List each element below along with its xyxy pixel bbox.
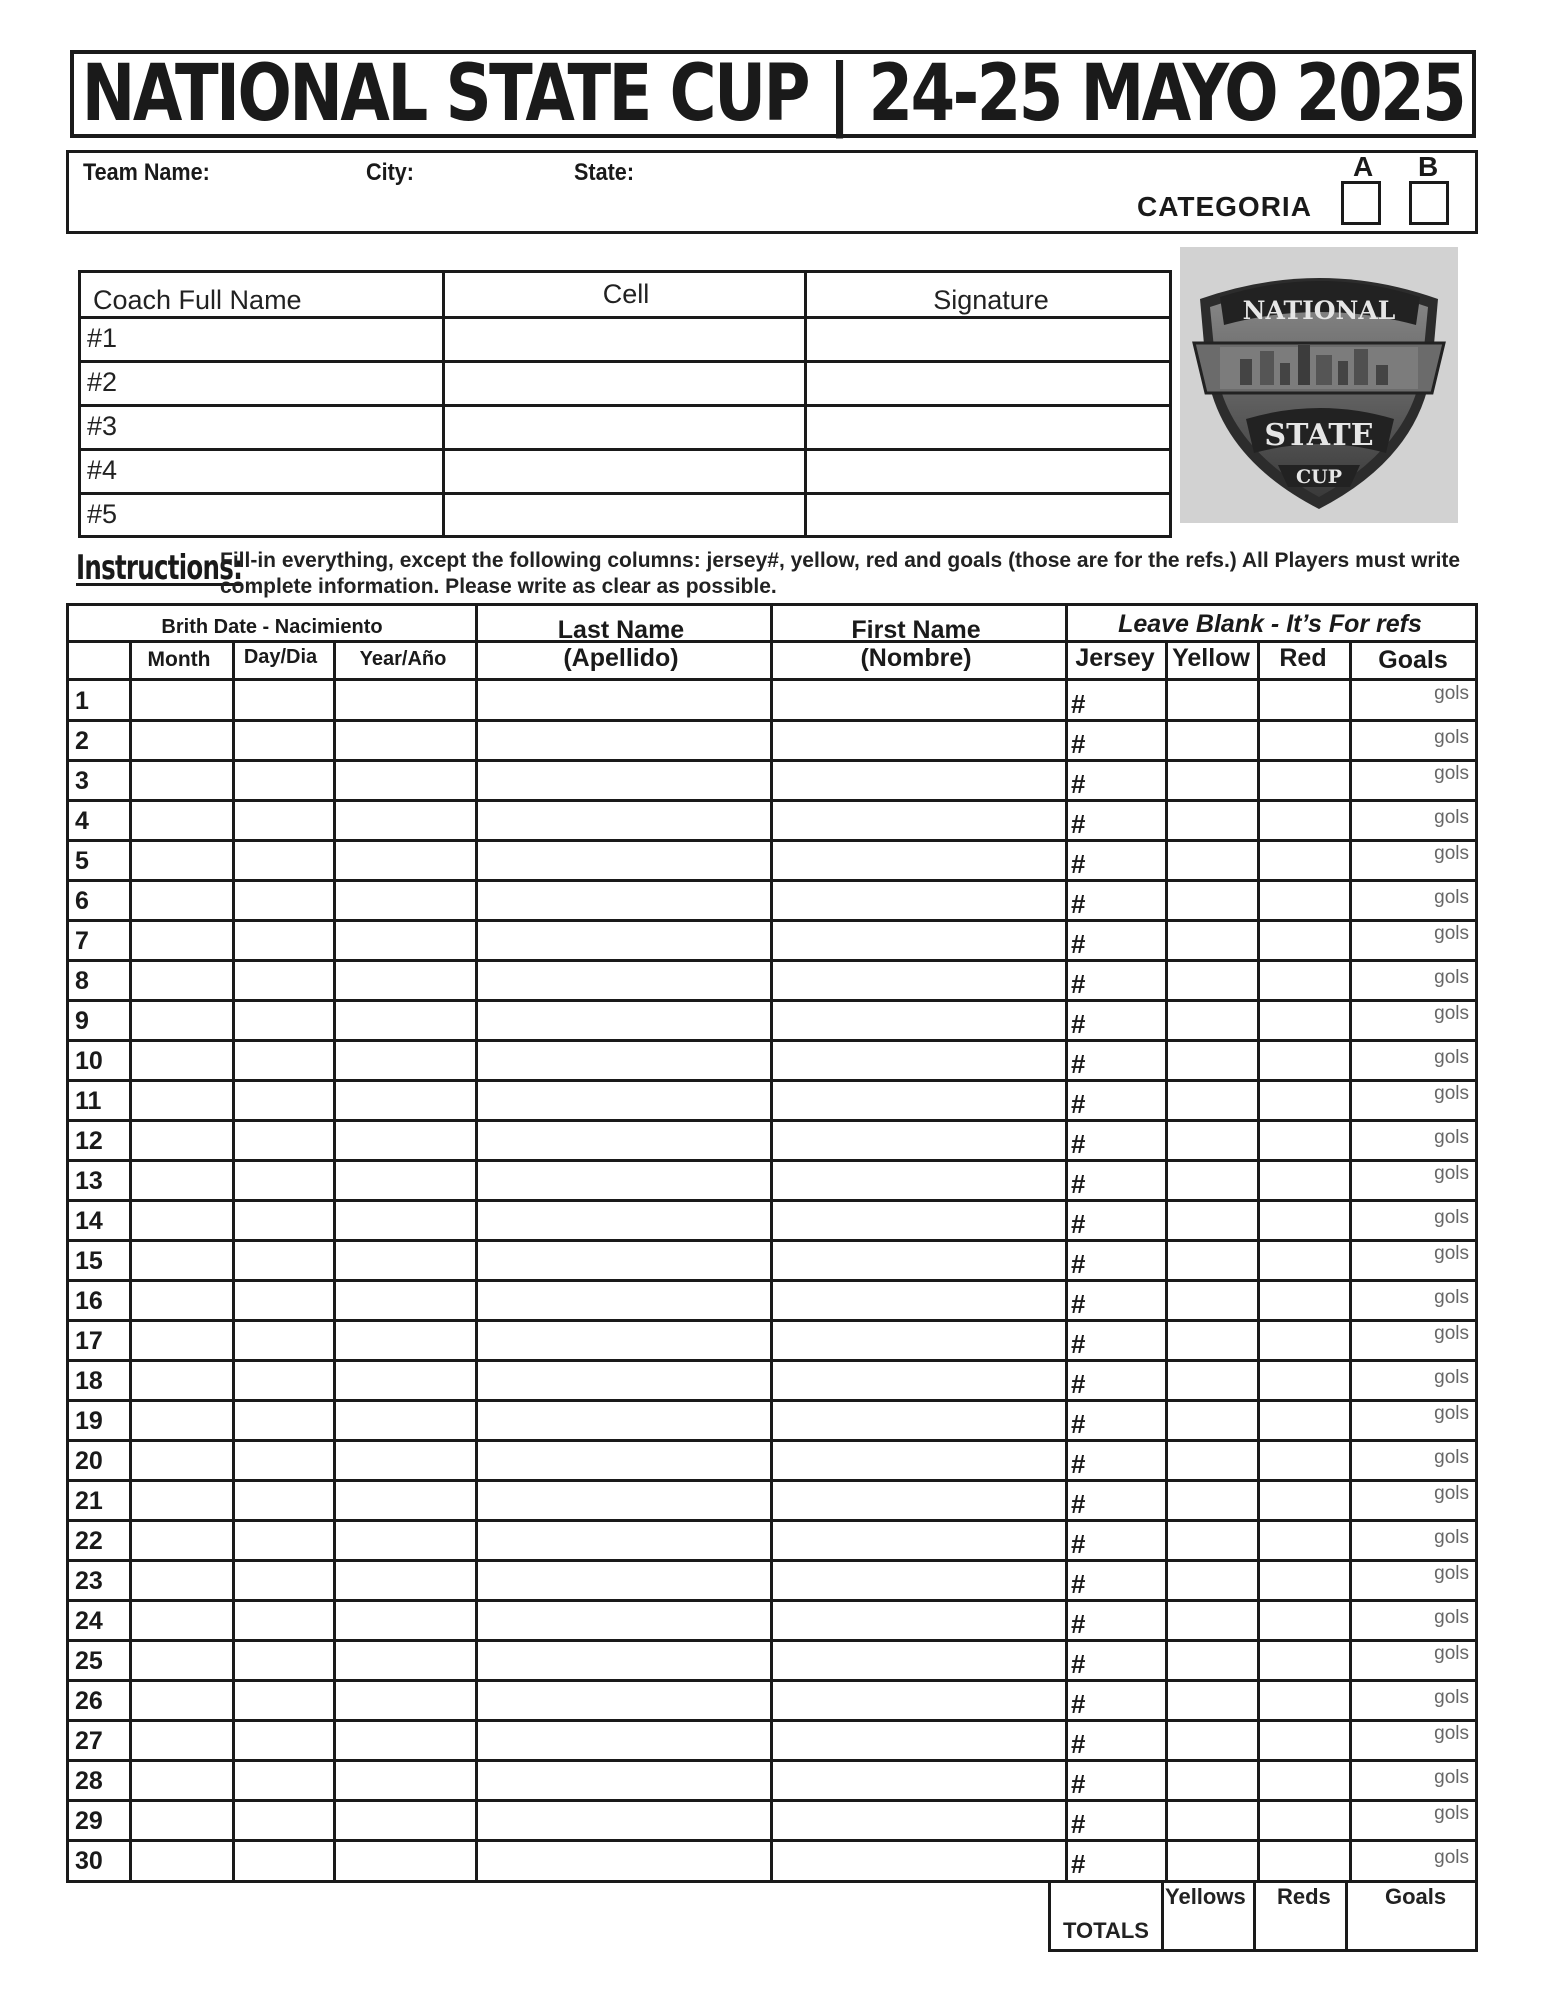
goals-placeholder: gols bbox=[1434, 1207, 1469, 1228]
row-number: 1 bbox=[75, 687, 89, 715]
table-row bbox=[69, 1001, 1475, 1041]
row-number: 19 bbox=[75, 1407, 103, 1435]
coach-row bbox=[81, 319, 1169, 363]
table-row bbox=[69, 1601, 1475, 1641]
goals-placeholder: gols bbox=[1434, 887, 1469, 908]
last-name-header: Last Name bbox=[557, 616, 685, 644]
apellido-header: (Apellido) bbox=[563, 644, 679, 672]
row-number: 25 bbox=[75, 1647, 103, 1675]
goals-placeholder: gols bbox=[1434, 1127, 1469, 1148]
totals-divider bbox=[1345, 1880, 1348, 1949]
coach-row bbox=[81, 451, 1169, 495]
coach-row-label: #5 bbox=[87, 499, 118, 529]
goals-placeholder: gols bbox=[1434, 727, 1469, 748]
row-number: 26 bbox=[75, 1687, 103, 1715]
jersey-hash: # bbox=[1071, 689, 1086, 719]
goals-placeholder: gols bbox=[1434, 1803, 1469, 1824]
team-name-label: Team Name: bbox=[83, 159, 210, 186]
jersey-hash: # bbox=[1071, 1209, 1086, 1239]
table-row bbox=[69, 1161, 1475, 1201]
jersey-hash: # bbox=[1071, 889, 1086, 919]
table-row bbox=[69, 761, 1475, 801]
goals-placeholder: gols bbox=[1434, 1083, 1469, 1104]
row-number: 24 bbox=[75, 1607, 103, 1635]
jersey-hash: # bbox=[1071, 1369, 1086, 1399]
table-row bbox=[69, 961, 1475, 1001]
totals-goals-label: Goals bbox=[1385, 1884, 1447, 1909]
totals-divider bbox=[1253, 1880, 1256, 1949]
row-number: 11 bbox=[75, 1087, 102, 1115]
jersey-hash: # bbox=[1071, 1169, 1086, 1199]
goals-placeholder: gols bbox=[1434, 1527, 1469, 1548]
month-header: Month bbox=[147, 648, 211, 671]
jersey-hash: # bbox=[1071, 1249, 1086, 1279]
goals-placeholder: gols bbox=[1434, 763, 1469, 784]
goals-placeholder: gols bbox=[1434, 923, 1469, 944]
table-row bbox=[69, 1321, 1475, 1361]
city-label: City: bbox=[366, 159, 415, 186]
table-row bbox=[69, 721, 1475, 761]
jersey-hash: # bbox=[1071, 1289, 1086, 1319]
row-number: 29 bbox=[75, 1807, 103, 1835]
jersey-hash: # bbox=[1071, 1729, 1086, 1759]
row-number: 2 bbox=[75, 727, 89, 755]
totals-yellows-label: Yellows bbox=[1165, 1884, 1246, 1909]
goals-placeholder: gols bbox=[1434, 1483, 1469, 1504]
goals-placeholder: gols bbox=[1434, 1607, 1469, 1628]
jersey-hash: # bbox=[1071, 809, 1086, 839]
goals-placeholder: gols bbox=[1434, 1367, 1469, 1388]
goals-placeholder: gols bbox=[1434, 1287, 1469, 1308]
coach-row-label: #1 bbox=[87, 323, 118, 353]
categoria-b-label: B bbox=[1418, 151, 1439, 182]
jersey-hash: # bbox=[1071, 729, 1086, 759]
row-number: 8 bbox=[75, 967, 89, 995]
table-row bbox=[69, 1241, 1475, 1281]
coach-row-label: #4 bbox=[87, 455, 118, 485]
jersey-hash: # bbox=[1071, 1329, 1086, 1359]
table-row bbox=[69, 1641, 1475, 1681]
state-label: State: bbox=[574, 159, 635, 186]
goals-placeholder: gols bbox=[1434, 967, 1469, 988]
goals-placeholder: gols bbox=[1434, 1447, 1469, 1468]
coach-divider bbox=[442, 273, 445, 535]
goals-placeholder: gols bbox=[1434, 1243, 1469, 1264]
jersey-hash: # bbox=[1071, 1569, 1086, 1599]
table-row bbox=[69, 1721, 1475, 1761]
categoria-a-label: A bbox=[1353, 151, 1374, 182]
row-number: 15 bbox=[75, 1247, 103, 1275]
table-row bbox=[69, 841, 1475, 881]
row-number: 30 bbox=[75, 1847, 103, 1875]
table-row bbox=[69, 1681, 1475, 1721]
jersey-hash: # bbox=[1071, 1009, 1086, 1039]
logo-text-national: NATIONAL bbox=[1242, 296, 1396, 325]
goals-placeholder: gols bbox=[1434, 1723, 1469, 1744]
goals-placeholder: gols bbox=[1434, 1047, 1469, 1068]
table-row bbox=[69, 921, 1475, 961]
year-header: Year/Año bbox=[359, 648, 447, 670]
goals-placeholder: gols bbox=[1434, 1403, 1469, 1424]
table-row bbox=[69, 1361, 1475, 1401]
jersey-hash: # bbox=[1071, 1769, 1086, 1799]
table-row bbox=[69, 1281, 1475, 1321]
shield-logo-icon bbox=[1180, 247, 1458, 523]
jersey-hash: # bbox=[1071, 1049, 1086, 1079]
row-number: 14 bbox=[75, 1207, 103, 1235]
jersey-hash: # bbox=[1071, 1409, 1086, 1439]
row-number: 10 bbox=[75, 1047, 103, 1075]
coach-row-label: #3 bbox=[87, 411, 118, 441]
totals-label: TOTALS bbox=[1063, 1918, 1149, 1943]
jersey-hash: # bbox=[1071, 1449, 1086, 1479]
goals-placeholder: gols bbox=[1434, 1003, 1469, 1024]
jersey-hash: # bbox=[1071, 929, 1086, 959]
row-number: 4 bbox=[75, 807, 89, 835]
row-number: 13 bbox=[75, 1167, 103, 1195]
row-number: 27 bbox=[75, 1727, 103, 1755]
row-number: 16 bbox=[75, 1287, 103, 1315]
totals-reds-label: Reds bbox=[1277, 1884, 1331, 1909]
goals-placeholder: gols bbox=[1434, 1687, 1469, 1708]
jersey-hash: # bbox=[1071, 1849, 1086, 1879]
jersey-hash: # bbox=[1071, 1689, 1086, 1719]
logo-text-state: STATE bbox=[1264, 418, 1374, 453]
goals-placeholder: gols bbox=[1434, 1847, 1469, 1868]
goals-placeholder: gols bbox=[1434, 843, 1469, 864]
goals-header: Goals bbox=[1378, 646, 1448, 674]
row-number: 17 bbox=[75, 1327, 103, 1355]
red-header: Red bbox=[1279, 644, 1327, 672]
day-header: Day/Dia bbox=[243, 646, 318, 668]
coach-row-label: #2 bbox=[87, 367, 118, 397]
row-number: 21 bbox=[75, 1487, 103, 1515]
totals-divider bbox=[1161, 1880, 1164, 1949]
table-row bbox=[69, 1441, 1475, 1481]
instructions-text: Fill-in everything, except the following columns: jersey#, yellow, red and goals (those are for the refs.) All Players must write complete information. Please write as clear as possible. bbox=[220, 549, 1461, 598]
goals-placeholder: gols bbox=[1434, 1563, 1469, 1584]
table-row bbox=[69, 1041, 1475, 1081]
national-state-cup-logo bbox=[1180, 247, 1458, 523]
row-number: 5 bbox=[75, 847, 89, 875]
logo-text-cup: CUP bbox=[1296, 466, 1342, 488]
row-number: 7 bbox=[75, 927, 89, 955]
row-number: 9 bbox=[75, 1007, 89, 1035]
goals-placeholder: gols bbox=[1434, 1643, 1469, 1664]
table-row bbox=[69, 681, 1475, 721]
jersey-header: Jersey bbox=[1075, 644, 1155, 672]
table-row bbox=[69, 1761, 1475, 1801]
jersey-hash: # bbox=[1071, 1649, 1086, 1679]
row-number: 18 bbox=[75, 1367, 103, 1395]
row-number: 6 bbox=[75, 887, 89, 915]
goals-placeholder: gols bbox=[1434, 1767, 1469, 1788]
categoria-a-checkbox[interactable] bbox=[1341, 181, 1381, 225]
instructions-label: Instructions: bbox=[76, 548, 243, 588]
team-info-box bbox=[66, 150, 1478, 234]
jersey-hash: # bbox=[1071, 1529, 1086, 1559]
row-number: 23 bbox=[75, 1567, 103, 1595]
row-number: 22 bbox=[75, 1527, 103, 1555]
table-row bbox=[69, 1521, 1475, 1561]
table-row bbox=[69, 1801, 1475, 1841]
table-row bbox=[69, 1401, 1475, 1441]
coach-row bbox=[81, 363, 1169, 407]
goals-placeholder: gols bbox=[1434, 1323, 1469, 1344]
categoria-label: CATEGORIA bbox=[1137, 191, 1312, 222]
goals-placeholder: gols bbox=[1434, 683, 1469, 704]
goals-placeholder: gols bbox=[1434, 1163, 1469, 1184]
table-row bbox=[69, 1081, 1475, 1121]
birth-date-header: Brith Date - Nacimiento bbox=[161, 616, 383, 638]
coach-name-header: Coach Full Name bbox=[93, 285, 302, 315]
jersey-hash: # bbox=[1071, 1129, 1086, 1159]
jersey-hash: # bbox=[1071, 1609, 1086, 1639]
table-row bbox=[69, 881, 1475, 921]
row-number: 28 bbox=[75, 1767, 103, 1795]
jersey-hash: # bbox=[1071, 1489, 1086, 1519]
categoria-b-checkbox[interactable] bbox=[1409, 181, 1449, 225]
yellow-header: Yellow bbox=[1172, 644, 1250, 672]
page-title: NATIONAL STATE CUP | 24-25 MAYO 2025 bbox=[81, 49, 1465, 139]
table-row bbox=[69, 1121, 1475, 1161]
row-number: 12 bbox=[75, 1127, 103, 1155]
first-name-header: First Name bbox=[851, 616, 981, 644]
table-row bbox=[69, 1481, 1475, 1521]
nombre-header: (Nombre) bbox=[860, 644, 972, 672]
table-row bbox=[69, 1561, 1475, 1601]
jersey-hash: # bbox=[1071, 849, 1086, 879]
coach-signature-header: Signature bbox=[933, 285, 1049, 315]
refs-header: Leave Blank - It’s For refs bbox=[1118, 610, 1422, 638]
jersey-hash: # bbox=[1071, 969, 1086, 999]
player-roster-table bbox=[66, 603, 1478, 1883]
title-box bbox=[70, 50, 1476, 138]
totals-box bbox=[1048, 1880, 1478, 1952]
jersey-hash: # bbox=[1071, 1089, 1086, 1119]
table-row bbox=[69, 1201, 1475, 1241]
row-number: 20 bbox=[75, 1447, 103, 1475]
table-row bbox=[69, 1841, 1475, 1881]
coach-cell-header: Cell bbox=[602, 279, 650, 309]
jersey-hash: # bbox=[1071, 769, 1086, 799]
coach-table bbox=[78, 270, 1172, 538]
coach-divider bbox=[804, 273, 807, 535]
coach-row bbox=[81, 407, 1169, 451]
table-row bbox=[69, 801, 1475, 841]
row-number: 3 bbox=[75, 767, 89, 795]
goals-placeholder: gols bbox=[1434, 807, 1469, 828]
jersey-hash: # bbox=[1071, 1809, 1086, 1839]
